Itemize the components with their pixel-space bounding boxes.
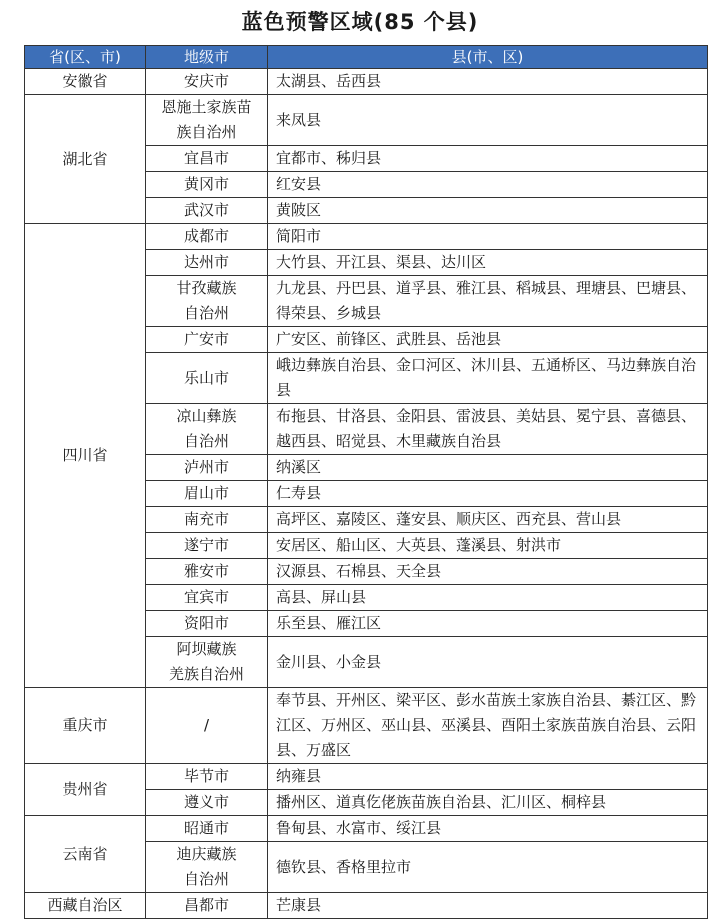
city-cell: 毕节市 [146,764,268,790]
county-cell: 安居区、船山区、大英县、蓬溪县、射洪市 [268,533,708,559]
county-cell: 布拖县、甘洛县、金阳县、雷波县、美姑县、冕宁县、喜德县、越西县、昭觉县、木里藏族自治县 [268,404,708,455]
province-cell: 湖北省 [25,95,146,224]
city-cell: 迪庆藏族 自治州 [146,842,268,893]
warning-region-table [24,45,708,919]
header-county: 县(市、区) [268,46,708,69]
city-cell: 泸州市 [146,455,268,481]
city-cell: 宜昌市 [146,146,268,172]
table-row [25,224,708,250]
table-row [25,764,708,790]
city-cell: / [146,688,268,764]
city-cell: 广安市 [146,327,268,353]
county-cell: 奉节县、开州区、梁平区、彭水苗族土家族自治县、綦江区、黔江区、万州区、巫山县、巫溪县、酉阳土家族苗族自治县、云阳县、万盛区 [268,688,708,764]
county-cell: 乐至县、雁江区 [268,611,708,637]
county-cell: 太湖县、岳西县 [268,69,708,95]
table-row [25,893,708,919]
county-cell: 峨边彝族自治县、金口河区、沐川县、五通桥区、马边彝族自治县 [268,353,708,404]
city-cell: 雅安市 [146,559,268,585]
city-cell: 恩施土家族苗 族自治州 [146,95,268,146]
county-cell: 红安县 [268,172,708,198]
table-body [25,69,708,919]
city-cell: 安庆市 [146,69,268,95]
county-cell: 高坪区、嘉陵区、蓬安县、顺庆区、西充县、营山县 [268,507,708,533]
county-cell: 高县、屏山县 [268,585,708,611]
province-cell: 西藏自治区 [25,893,146,919]
city-cell: 资阳市 [146,611,268,637]
city-cell: 南充市 [146,507,268,533]
table-row [25,95,708,146]
county-cell: 芒康县 [268,893,708,919]
county-cell: 鲁甸县、水富市、绥江县 [268,816,708,842]
county-cell: 宜都市、秭归县 [268,146,708,172]
county-cell: 广安区、前锋区、武胜县、岳池县 [268,327,708,353]
county-cell: 纳溪区 [268,455,708,481]
city-cell: 眉山市 [146,481,268,507]
county-cell: 纳雍县 [268,764,708,790]
county-cell: 九龙县、丹巴县、道孚县、雅江县、稻城县、理塘县、巴塘县、得荣县、乡城县 [268,276,708,327]
province-cell: 重庆市 [25,688,146,764]
city-cell: 昌都市 [146,893,268,919]
county-cell: 仁寿县 [268,481,708,507]
city-cell: 黄冈市 [146,172,268,198]
city-cell: 乐山市 [146,353,268,404]
city-cell: 遂宁市 [146,533,268,559]
city-cell: 成都市 [146,224,268,250]
province-cell: 云南省 [25,816,146,893]
city-cell: 宜宾市 [146,585,268,611]
county-cell: 大竹县、开江县、渠县、达川区 [268,250,708,276]
table-row [25,816,708,842]
city-cell: 达州市 [146,250,268,276]
county-cell: 播州区、道真仡佬族苗族自治县、汇川区、桐梓县 [268,790,708,816]
table-header-row [25,46,708,69]
city-cell: 甘孜藏族 自治州 [146,276,268,327]
city-cell: 阿坝藏族 羌族自治州 [146,637,268,688]
province-cell: 四川省 [25,224,146,688]
province-cell: 贵州省 [25,764,146,816]
header-city: 地级市 [146,46,268,69]
county-cell: 德钦县、香格里拉市 [268,842,708,893]
table-row [25,69,708,95]
page-title: 蓝色预警区域(85 个县) [241,10,479,34]
county-cell: 黄陂区 [268,198,708,224]
county-cell: 汉源县、石棉县、天全县 [268,559,708,585]
city-cell: 昭通市 [146,816,268,842]
county-cell: 金川县、小金县 [268,637,708,688]
city-cell: 武汉市 [146,198,268,224]
county-cell: 来凤县 [268,95,708,146]
table-row [25,688,708,764]
header-province: 省(区、市) [25,46,146,69]
county-cell: 简阳市 [268,224,708,250]
city-cell: 凉山彝族 自治州 [146,404,268,455]
city-cell: 遵义市 [146,790,268,816]
province-cell: 安徽省 [25,69,146,95]
